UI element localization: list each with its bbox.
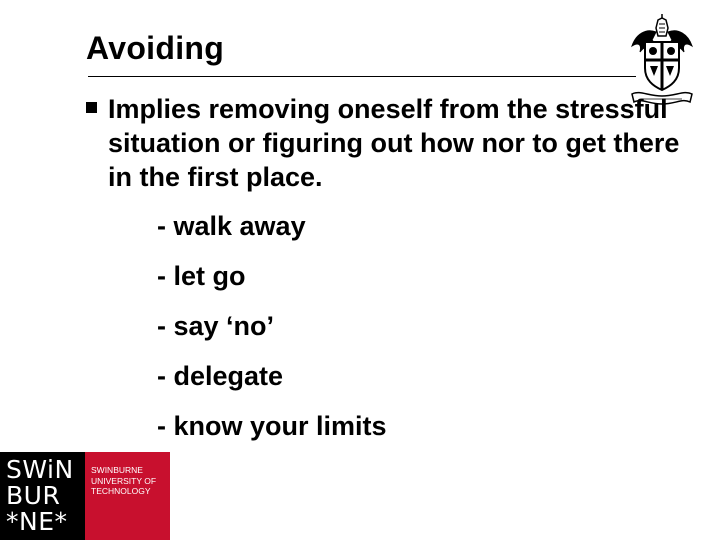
logo-mark <box>0 452 85 540</box>
swinburne-logo <box>0 452 170 540</box>
logo-mark-line: SWiN <box>6 455 74 484</box>
title-underline <box>88 76 636 77</box>
slide-title: Avoiding <box>86 30 225 66</box>
square-bullet-icon <box>86 102 97 113</box>
subitem: - walk away <box>157 211 306 241</box>
subitem: - delegate <box>157 361 284 391</box>
logo-mark-line: *NE* <box>6 507 68 536</box>
logo-text-line: UNIVERSITY OF <box>91 475 157 486</box>
logo-mark-line: BUR <box>6 481 61 510</box>
subitem: - say ‘no’ <box>157 311 275 341</box>
subitem-list <box>157 206 387 456</box>
logo-text-line: SWINBURNE <box>91 465 143 475</box>
bullet-item <box>86 92 696 194</box>
subitem: - know your limits <box>157 411 387 441</box>
logo-text-line: TECHNOLOGY <box>91 486 151 496</box>
bullet-text: Implies removing oneself from the stressful situation or figuring out how nor to get there in the first place. <box>108 94 680 192</box>
logo-wordmark <box>85 452 170 540</box>
subitem: - let go <box>157 261 246 291</box>
